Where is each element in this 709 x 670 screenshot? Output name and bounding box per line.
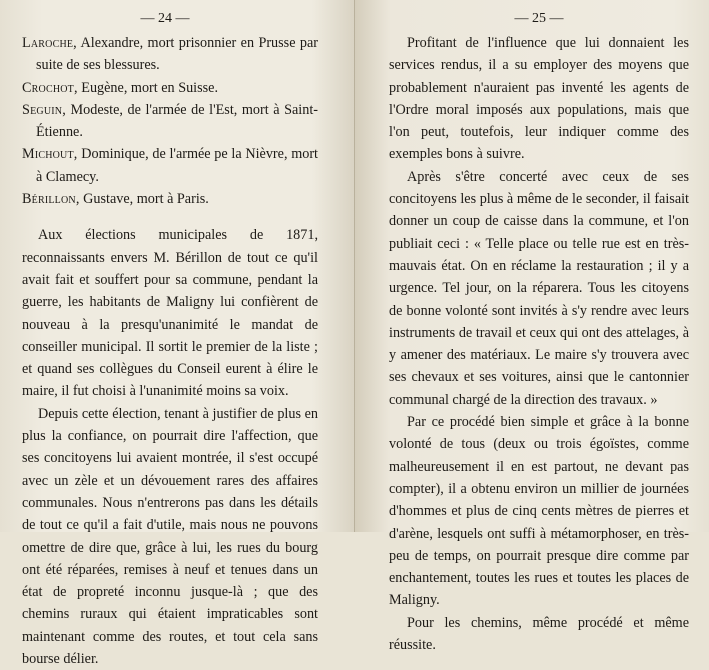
entry-text: Modeste, de l'armée de l'Est, mort à Saint-Étienne. (36, 101, 318, 141)
paragraph: Aux élections municipales de 1871, reconnaissants envers M. Bérillon de tout ce qu'il avait fait et souffert pour sa commune, pendant la guerre, les habitants de Maligny lui confièrent de nouveau à la presqu'unanimité le mandat de conseiller municipal. Il sortit le premier de la liste ; et quand ses collègues du Conseil eurent à élire le maire, il fut choisi à l'unanimité moins sa voix. (22, 227, 318, 400)
list-item (22, 188, 318, 210)
entry-name: Crochot, (22, 79, 78, 96)
entry-text: Dominique, de l'armée pe la Nièvre, mort à Clamecy. (36, 146, 318, 185)
entry-text: Eugène, mort en Suisse. (77, 79, 219, 96)
list-item (22, 143, 318, 188)
entry-text: Gustave, mort à Paris. (79, 191, 209, 208)
list-item (22, 77, 318, 99)
entry-name: Laroche, (22, 35, 77, 51)
left-page-text (22, 32, 318, 670)
entry-name: Bérillon, (22, 191, 80, 208)
right-page-text (389, 32, 689, 656)
page-number-right: — 25 — (514, 11, 564, 26)
entry-name: Michout, (22, 146, 78, 163)
paragraph: Après s'être concerté avec ceux de ses concitoyens les plus à même de le seconder, il faisait donner un coup de caisse dans la commune, et l'on publiait ceci : « Telle place ou telle rue est en très-mauvais état. On en réclame la restauration ; il y a urgence. Tel jour, on la réparera. Tous les citoyens de bonne volonté sont invités à s'y rendre avec leurs instruments de travail et ceux qui ont des attelages, à y amener des matériaux. Le maire s'y trouvera avec ses chevaux et ses voitures, ainsi que le cantonnier communal chargé de la direction des travaux. » (389, 168, 689, 408)
paragraph: Profitant de l'influence que lui donnaient les services rendus, il a su employer des moyens que probablement n'auraient pas inventé les agents de l'Ordre moral imposés aux populations, mais que l'on peut, toutefois, leur indiquer comme des exemples bons à suivre. (389, 35, 689, 163)
left-page (0, 0, 354, 668)
entry-text: Alexandre, mort prisonnier en Prusse par suite de ses blessures. (36, 35, 318, 74)
list-item (22, 32, 318, 77)
paragraph: Depuis cette élection, tenant à justifier de plus en plus la confiance, on pourrait dire l'affection, que ses concitoyens lui avaient montrée, il s'est occupé avec un zèle et un dévouement rares des affaires communales. Nous n'entrerons pas dans les détails de tout ce qu'il a fait d'utile, mais nous ne pouvons omettre de dire que, grâce à lui, les rues du bourg ont été réparées, remises à neuf et tenues dans un état de propreté inconnu jusque-là ; que des chemins ruraux qui étaient impraticables sont maintenant comme des routes, et tout cela sans bourse délier. (22, 405, 318, 668)
paragraph: Pour les chemins, même procédé et même réussite. (389, 614, 689, 654)
entry-name: Seguin, (22, 101, 66, 118)
page-number-left: — 24 — (140, 11, 190, 26)
right-page (355, 0, 709, 654)
list-item (22, 99, 318, 144)
section-spacer (22, 210, 318, 224)
paragraph: Par ce procédé bien simple et grâce à la bonne volonté de tous (deux ou trois égoïstes, comme malheureusement il en est partout, ne devant pas compter), il a obtenu environ un millier de journées d'hommes et plus de cinq cents mètres de pierres et d'arène, lesquels ont suffi à métamorphoser, en très-peu de temps, on pourrait presque dire comme par enchantement, toutes les rues et toutes les places de Maligny. (389, 414, 689, 609)
